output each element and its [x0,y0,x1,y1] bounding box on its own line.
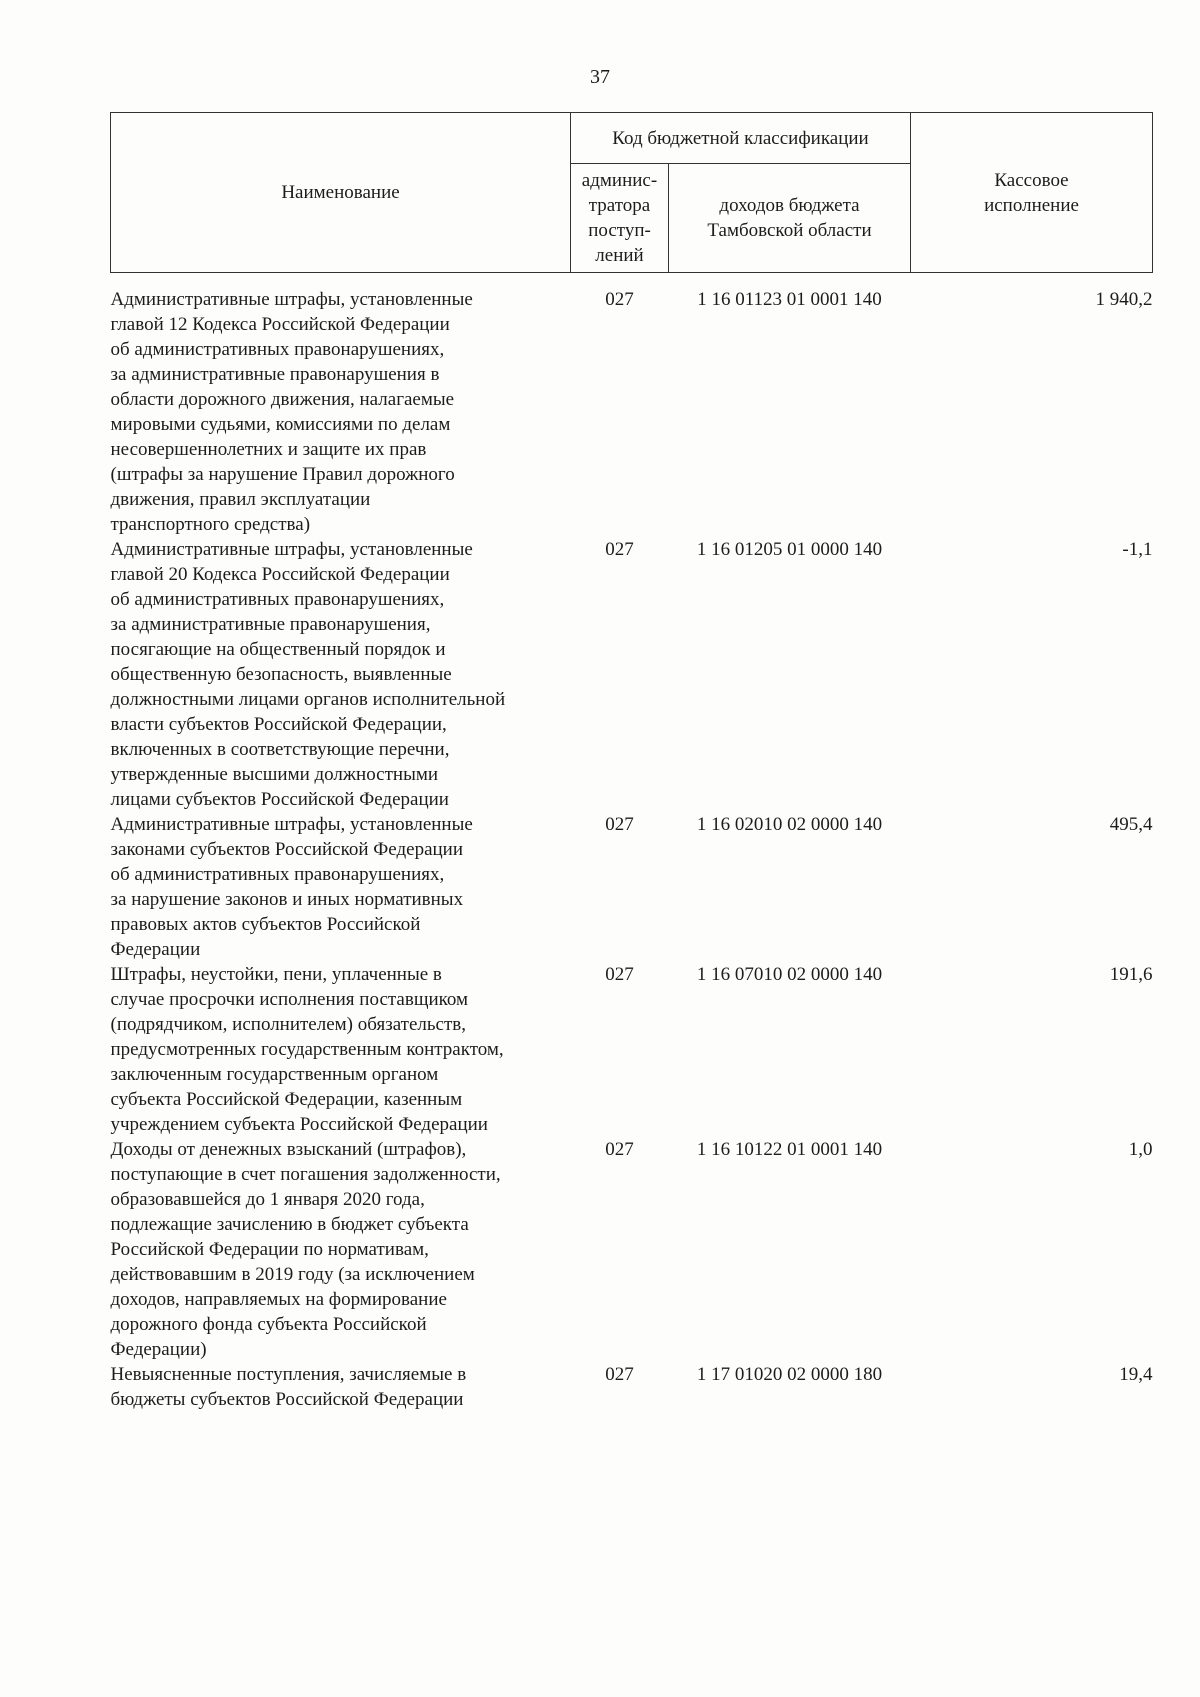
header-income [669,164,911,273]
row-name-line: образовавшейся до 1 января 2020 года, [110,1189,425,1210]
row-name-line: Административные штрафы, установленные [110,289,473,310]
row-name-line: транспортного средства) [110,514,311,535]
row-name-line: дорожного фонда субъекта Российской [110,1314,427,1335]
row-name-line: об административных правонарушениях, [110,339,445,360]
table-row [111,962,1153,1137]
row-name-line: (подрядчиком, исполнителем) обязательств, [110,1014,466,1035]
row-admin-code: 027 [605,289,634,310]
row-name-line: мировыми судьями, комиссиями по делам [110,414,451,435]
row-admin-code: 027 [605,1139,634,1160]
row-name-line: бюджеты субъектов Российской Федерации [110,1389,464,1410]
row-name-line: общественную безопасность, выявленные [110,664,452,685]
row-name-line: главой 20 Кодекса Российской Федерации [110,564,450,585]
row-income-code: 1 16 01123 01 0001 140 [697,289,882,310]
row-name-line: об административных правонарушениях, [110,589,445,610]
row-name-line: за административные правонарушения, [110,614,431,635]
row-name [111,812,571,962]
row-name-line: поступающие в счет погашения задолженности, [110,1164,501,1185]
header-admin-line: тратора [588,195,651,216]
row-name [111,537,571,812]
header-execution [911,113,1153,273]
row-name-line: за административные правонарушения в [110,364,440,385]
row-name-line: несовершеннолетних и защите их прав [110,439,427,460]
row-execution-value: 191,6 [1109,964,1153,985]
row-execution-value: 1 940,2 [1095,289,1153,310]
row-admin-code: 027 [605,814,634,835]
header-admin [571,164,669,273]
row-name-line: субъекта Российской Федерации, казенным [110,1089,463,1110]
row-name-line: об административных правонарушениях, [110,864,445,885]
row-admin-code: 027 [605,1364,634,1385]
header-income-line: доходов бюджета [719,195,860,216]
budget-table [110,112,1153,1412]
row-execution-value: 495,4 [1109,814,1153,835]
row-name-line: заключенным государственным органом [110,1064,439,1085]
row-name-line: Административные штрафы, установленные [110,539,473,560]
row-name-line: Невыясненные поступления, зачисляемые в [110,1364,467,1385]
row-name-line: действовавшим в 2019 году (за исключением [110,1264,475,1285]
header-kbk-group: Код бюджетной классификации [571,113,911,164]
row-income-code: 1 16 01205 01 0000 140 [696,539,883,560]
row-name-line: лицами субъектов Российской Федерации [110,789,449,810]
row-income-code: 1 16 10122 01 0001 140 [696,1139,883,1160]
row-name-line: движения, правил эксплуатации [110,489,371,510]
header-income-line: Тамбовской области [707,220,872,241]
row-admin-code: 027 [605,964,634,985]
table-row [111,1137,1153,1362]
row-name-line: власти субъектов Российской Федерации, [110,714,447,735]
table-header [111,113,1153,273]
row-name-line: Административные штрафы, установленные [110,814,473,835]
row-name-line: посягающие на общественный порядок и [110,639,446,660]
row-name-line: правовых актов субъектов Российской [110,914,421,935]
row-name-line: предусмотренных государственным контрактом, [110,1039,504,1060]
row-execution-value: 19,4 [1119,1364,1153,1385]
row-name-line: за нарушение законов и иных нормативных [110,889,464,910]
row-name-line: Федерации) [110,1339,207,1360]
row-name-line: законами субъектов Российской Федерации [110,839,464,860]
header-admin-line: админис- [581,170,658,191]
table-row [111,1362,1153,1412]
row-execution-value: 1,0 [1128,1139,1153,1160]
row-name-line: учреждением субъекта Российской Федерации [110,1114,488,1135]
row-name-line: Доходы от денежных взысканий (штрафов), [110,1139,467,1160]
row-admin-code: 027 [605,539,634,560]
row-name [111,1362,571,1412]
table-row [111,537,1153,812]
row-name-line: должностными лицами органов исполнительной [110,689,506,710]
row-name-line: главой 12 Кодекса Российской Федерации [110,314,450,335]
row-name-line: случае просрочки исполнения поставщиком [110,989,469,1010]
row-name-line: (штрафы за нарушение Правил дорожного [110,464,455,485]
row-name-line: подлежащие зачислению в бюджет субъекта [110,1214,469,1235]
row-name-line: включенных в соответствующие перечни, [110,739,450,760]
row-name-line: доходов, направляемых на формирование [110,1289,447,1310]
row-name-line: Федерации [110,939,201,960]
table-row [111,273,1153,538]
row-name [111,962,571,1137]
table-row [111,812,1153,962]
header-execution-line: Кассовое [994,169,1069,191]
row-name-line: Штрафы, неустойки, пени, уплаченные в [110,964,442,985]
row-name-line: Российской Федерации по нормативам, [110,1239,429,1260]
header-name: Наименование [111,113,571,273]
row-name [111,273,571,538]
row-income-code: 1 16 02010 02 0000 140 [696,814,883,835]
row-execution-value: -1,1 [1122,539,1153,560]
row-name-line: утвержденные высшими должностными [110,764,439,785]
row-income-code: 1 16 07010 02 0000 140 [696,964,883,985]
header-execution-line: исполнение [984,194,1079,216]
table-body [111,273,1153,1413]
page-number: 37 [590,66,610,88]
row-name [111,1137,571,1362]
header-admin-line: поступ- [588,220,651,241]
row-income-code: 1 17 01020 02 0000 180 [696,1364,883,1385]
header-admin-line: лений [595,245,644,266]
row-name-line: области дорожного движения, налагаемые [110,389,455,410]
